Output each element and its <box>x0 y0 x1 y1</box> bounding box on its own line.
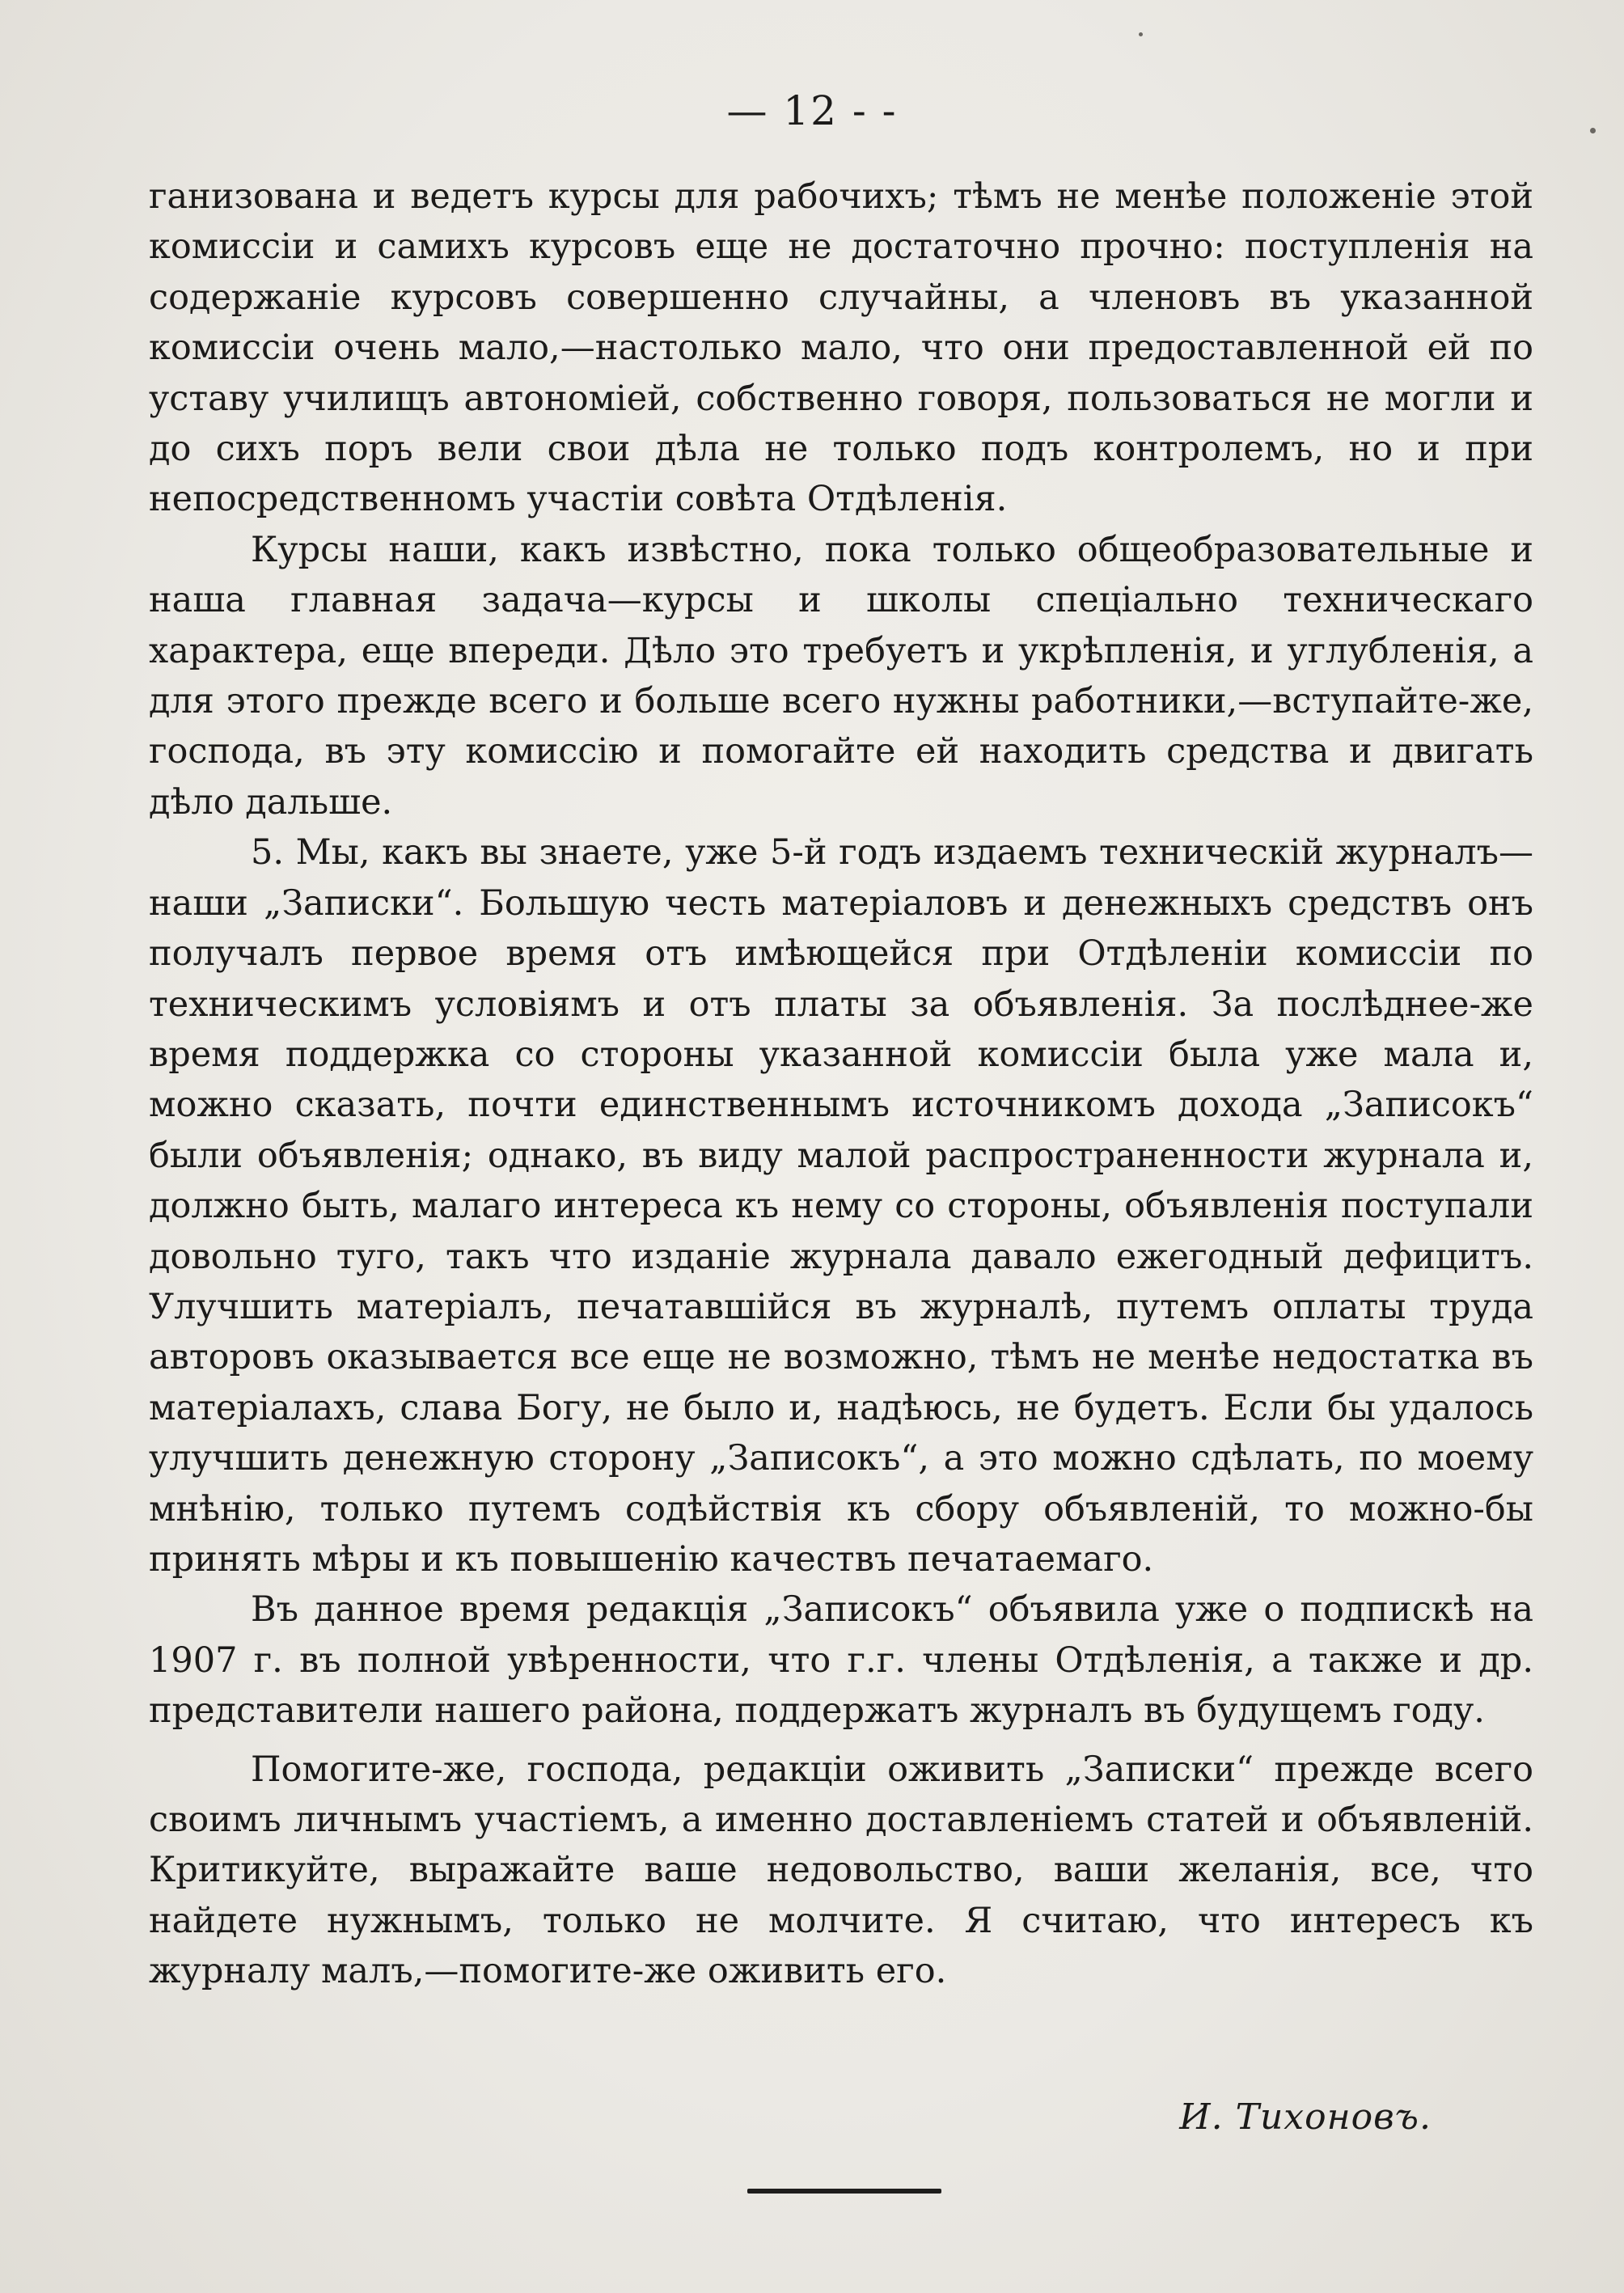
page-number: — 12 - - <box>726 87 898 134</box>
paragraph-courses: Курсы наши, какъ извѣстно, пока только общеобразовательные и наша главная задача—курсы и школы спеціально техническаго характера, еще впереди. Дѣло это требуетъ и укрѣпленія, и углубленія, а для этого прежде всего и больше всего нужны работники,—вступайте-же, господа, въ эту комиссію и помогайте ей находить средства и двигать дѣло дальше. <box>149 529 1533 823</box>
author-signature: И. Тихоновъ. <box>1179 2096 1432 2138</box>
paragraph-continuation: ганизована и ведетъ курсы для рабочихъ; тѣмъ не менѣе положеніе этой комиссіи и самихъ курсовъ еще не достаточно прочно: поступленія на содержаніе курсовъ совершенно случайны, а членовъ въ указанной комиссіи очень мало,—настолько мало, что они предоставленной ей по уставу училищъ автономіей, собственно говоря, пользоваться не могли и до сихъ поръ вели свои дѣла не только подъ контролемъ, но и при непосредственномъ участіи совѣта Отдѣленія. <box>149 176 1533 520</box>
paper-speck <box>1139 32 1143 36</box>
closing-rule <box>747 2189 941 2194</box>
paragraph-journal: 5. Мы, какъ вы знаете, уже 5-й годъ издаемъ техническій журналъ—наши „Записки“. Большую честь матеріаловъ и денежныхъ средствъ онъ получалъ первое время отъ имѣющейся при Отдѣленіи комиссіи по техническимъ условіямъ и отъ платы за объявленія. За послѣднее-же время поддержка со стороны указанной комиссіи была уже мала и, можно сказать, почти единственнымъ источникомъ дохода „Записокъ“ были объявленія; однако, въ виду малой распространенности журнала и, должно быть, малаго интереса къ нему со стороны, объявленія поступали довольно туго, такъ что изданіе журнала давало ежегодный дефицитъ. Улучшить матеріалъ, печатавшійся въ журналѣ, путемъ оплаты труда авторовъ оказывается все еще не возможно, тѣмъ не менѣе недостатка въ матеріалахъ, слава Богу, не было и, надѣюсь, не будетъ. Если бы удалось улучшить денежную сторону „Записокъ“, а это можно сдѣлать, по моему мнѣнію, только путемъ содѣйствія къ сбору объявленій, то можно-бы принять мѣры и къ повышенію качествъ печатаемаго. <box>149 832 1533 1580</box>
paper-speck <box>1590 128 1596 133</box>
paragraph-appeal: Помогите-же, господа, редакціи оживить „Записки“ прежде всего своимъ личнымъ участіемъ, а именно доставленіемъ статей и объявленій. Критикуйте, выражайте ваше недовольство, ваши желанія, все, что найдете нужнымъ, только не молчите. Я считаю, что интересъ къ журналу малъ,—помогите-же оживить его. <box>149 1749 1533 1992</box>
paragraph-subscription: Въ данное время редакція „Записокъ“ объявила уже о подпискѣ на 1907 г. въ полной увѣренности, что г.г. члены Отдѣленія, а также и др. представители нашего района, поддержатъ журналъ въ будущемъ году. <box>149 1589 1533 1732</box>
body-text <box>149 171 1533 1997</box>
